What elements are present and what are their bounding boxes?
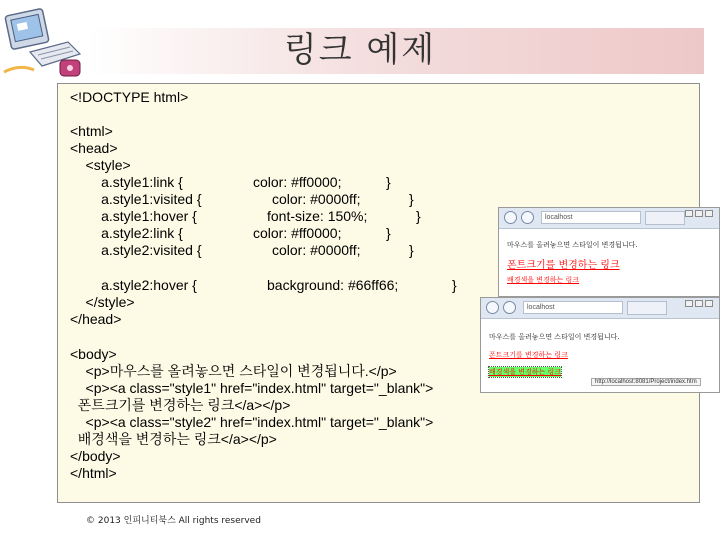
maximize-icon bbox=[695, 300, 703, 307]
code-paragraph-3-close: 배경색을 변경하는 링크</a></p> bbox=[70, 431, 277, 447]
code-style-open: <style> bbox=[70, 157, 131, 173]
browser-tab bbox=[645, 211, 685, 225]
maximize-icon bbox=[695, 210, 703, 217]
page-text: 마우스를 올려놓으면 스타일이 변경됩니다. bbox=[507, 241, 638, 249]
code-rule-close: } bbox=[409, 242, 414, 258]
back-icon bbox=[504, 211, 517, 224]
close-icon bbox=[705, 210, 713, 217]
code-rule-declaration: background: #66ff66; bbox=[267, 277, 399, 293]
browser-tab bbox=[627, 301, 667, 315]
code-head-close: </head> bbox=[70, 311, 122, 327]
address-bar: localhost bbox=[541, 211, 641, 224]
code-body-open: <body> bbox=[70, 346, 117, 362]
back-icon bbox=[486, 301, 499, 314]
code-rule-selector: a.style2:hover { bbox=[70, 277, 197, 293]
copyright-footer: © 2013 인피니티북스 All rights reserved bbox=[86, 516, 261, 526]
minimize-icon bbox=[685, 210, 693, 217]
minimize-icon bbox=[685, 300, 693, 307]
page-title: 링크 예제 bbox=[283, 30, 437, 70]
code-paragraph-2-open: <p><a class="style1" href="index.html" target="_blank"> bbox=[70, 380, 434, 396]
background-link-hover: 배경색을 변경하는 링크 bbox=[489, 368, 562, 376]
code-rule-selector: a.style1:visited { bbox=[70, 191, 202, 207]
code-paragraph-2-close: 폰트크기를 변경하는 링크</a></p> bbox=[70, 397, 291, 413]
background-link: 배경색을 변경하는 링크 bbox=[507, 276, 580, 284]
close-icon bbox=[705, 300, 713, 307]
code-rule-selector: a.style2:visited { bbox=[70, 242, 202, 258]
code-paragraph-1: <p>마우스를 올려놓으면 스타일이 변경됩니다.</p> bbox=[70, 363, 397, 379]
code-paragraph-3-open: <p><a class="style2" href="index.html" target="_blank"> bbox=[70, 414, 434, 430]
code-rule-close: } bbox=[409, 191, 414, 207]
code-rule-declaration: color: #ff0000; bbox=[253, 174, 342, 190]
code-style-close: </style> bbox=[70, 294, 135, 310]
address-bar: localhost bbox=[523, 301, 623, 314]
code-doctype: <!DOCTYPE html> bbox=[70, 89, 189, 105]
forward-icon bbox=[521, 211, 534, 224]
browser-screenshot-1 bbox=[498, 207, 720, 297]
code-rule-close: } bbox=[386, 225, 391, 241]
browser-toolbar bbox=[499, 208, 719, 229]
font-size-link: 폰트크기를 변경하는 링크 bbox=[489, 351, 568, 359]
code-rule-close: } bbox=[452, 277, 457, 293]
code-html-open: <html> bbox=[70, 123, 113, 139]
font-size-link: 폰트크기를 변경하는 링크 bbox=[507, 260, 620, 271]
page-text: 마우스를 올려놓으면 스타일이 변경됩니다. bbox=[489, 333, 620, 341]
code-rule-declaration: color: #0000ff; bbox=[272, 191, 361, 207]
status-bar-url: http://localhost:8081/Project/index.htm bbox=[591, 378, 701, 386]
code-body-close: </body> bbox=[70, 448, 121, 464]
code-rule-close: } bbox=[386, 174, 391, 190]
browser-screenshot-2 bbox=[480, 297, 720, 393]
code-rule-close: } bbox=[416, 208, 421, 224]
code-head-open: <head> bbox=[70, 140, 118, 156]
forward-icon bbox=[503, 301, 516, 314]
code-rule-declaration: font-size: 150%; bbox=[267, 208, 368, 224]
code-rule-selector: a.style1:link { bbox=[70, 174, 183, 190]
code-html-close: </html> bbox=[70, 465, 117, 481]
code-rule-selector: a.style1:hover { bbox=[70, 208, 197, 224]
code-rule-selector: a.style2:link { bbox=[70, 225, 183, 241]
code-rule-declaration: color: #ff0000; bbox=[253, 225, 342, 241]
browser-toolbar bbox=[481, 298, 719, 319]
code-rule-declaration: color: #0000ff; bbox=[272, 242, 361, 258]
